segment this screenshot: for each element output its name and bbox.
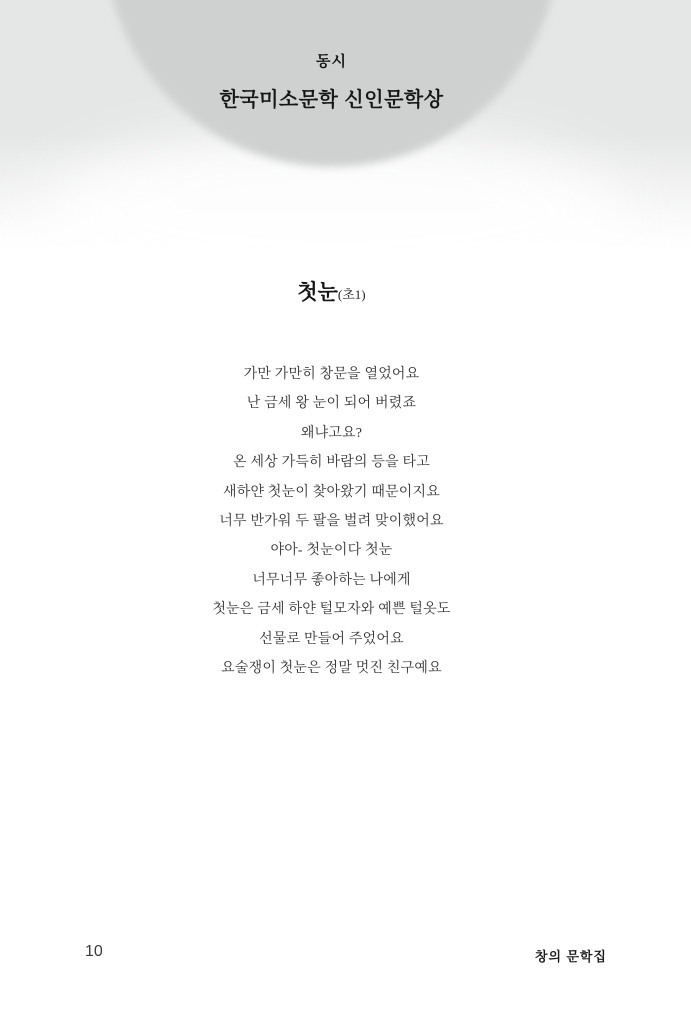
poem-line: 너무 반가워 두 팔을 벌려 맞이했어요: [219, 514, 444, 530]
poem-line: 왜냐고요?: [300, 425, 363, 441]
poem-title: [0, 276, 663, 306]
poem-line: 너무너무 좋아하는 나에게: [252, 572, 411, 588]
poem-grade-note: (초1): [337, 287, 366, 302]
page-number: 10: [85, 943, 103, 960]
poem-line: 새하얀 첫눈이 찾아왔기 때문이지요: [223, 484, 440, 500]
poem-line: 선물로 만들어 주었어요: [259, 631, 404, 647]
award-title: 한국미소문학 신인문학상: [219, 89, 444, 111]
poem-name: 첫눈: [297, 280, 338, 304]
poem-line: 난 금세 왕 눈이 되어 버렸죠: [246, 396, 417, 412]
poem-line: 첫눈은 금세 하얀 털모자와 예쁜 털옷도: [212, 602, 451, 618]
poem-line: 가만 가만히 창문을 열었어요: [243, 367, 420, 382]
poem-line: 요술쟁이 첫눈은 정말 멋진 친구예요: [221, 661, 442, 677]
book-title: 창의 문학집: [534, 949, 607, 964]
category-label: 동시: [316, 54, 347, 70]
page-footer: [0, 940, 691, 970]
header: [0, 0, 663, 112]
poem-body: [0, 360, 663, 683]
poem-line: 야아- 첫눈이다 첫눈: [270, 543, 393, 559]
poem-line: 온 세상 가득히 바람의 등을 타고: [233, 455, 430, 471]
